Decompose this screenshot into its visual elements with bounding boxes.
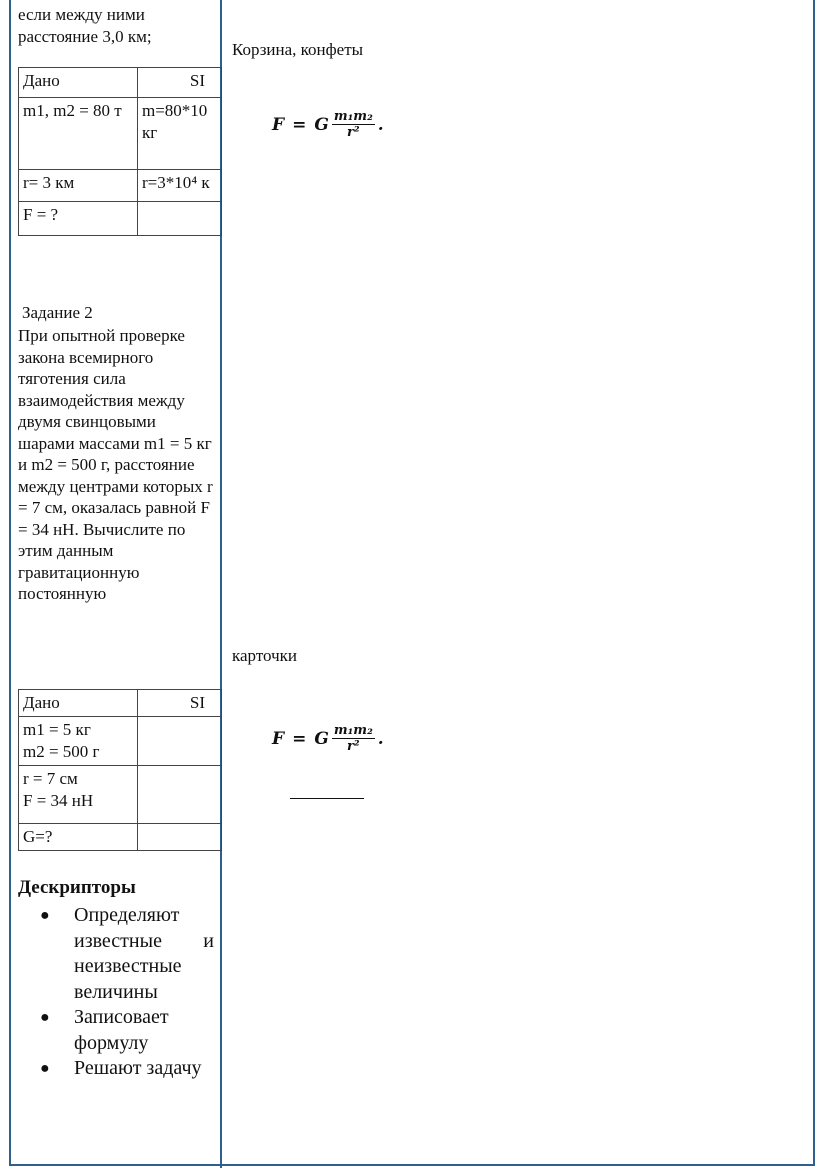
table1-cell bbox=[138, 202, 222, 236]
formula-end: . bbox=[377, 728, 384, 749]
answer-blank-line bbox=[290, 798, 364, 799]
formula-fraction bbox=[332, 109, 375, 140]
bullet-icon: ● bbox=[40, 1060, 50, 1077]
table1-cell: r=3*10⁴ к bbox=[138, 170, 222, 202]
table1-cell: F = ? bbox=[19, 202, 138, 236]
gravitation-formula-1 bbox=[272, 109, 384, 140]
bullet-icon: ● bbox=[40, 1009, 50, 1026]
descriptor-item: ● Решают задачу bbox=[18, 1056, 214, 1082]
table2-header-si: SI bbox=[138, 690, 222, 717]
table2-cell: G=? bbox=[19, 824, 138, 851]
formula-numerator: m₁m₂ bbox=[333, 723, 373, 738]
bullet-icon: ● bbox=[40, 907, 50, 924]
task2-text: При опытной проверке закона всемирного тяготения сила взаимодействия между двумя свинцовыми шарами массами m1 = 5 кг и m2 = 500 г, расстояние между центрами которых r = 7 см, оказалась равной F = 34 нН. Вычислите по этим данным гравитационную постоянную bbox=[18, 326, 213, 603]
intro-line-2: расстояние 3,0 км; bbox=[18, 27, 152, 46]
table2-cell: r = 7 см F = 34 нН bbox=[19, 766, 138, 824]
table1-cell: m=80*10 кг bbox=[138, 98, 222, 170]
given-table-2 bbox=[18, 689, 222, 851]
given-table-1 bbox=[18, 67, 222, 236]
table1-header-si: SI bbox=[138, 68, 222, 98]
table1-cell: r= 3 км bbox=[19, 170, 138, 202]
formula-g: G bbox=[314, 728, 329, 749]
table2-cell bbox=[138, 824, 222, 851]
formula-lhs: F bbox=[272, 114, 285, 135]
descriptor-item: ● Записовает формулу bbox=[40, 1006, 169, 1054]
intro-line-1: если между ними bbox=[18, 5, 145, 24]
formula-lhs: F bbox=[272, 728, 285, 749]
resources-2: карточки bbox=[232, 646, 297, 665]
formula-denominator: r² bbox=[347, 125, 360, 140]
table1-cell: m1, m2 = 80 т bbox=[19, 98, 138, 170]
formula-numerator: m₁m₂ bbox=[333, 109, 373, 124]
formula-eq: = bbox=[292, 114, 307, 135]
resources-1: Корзина, конфеты bbox=[232, 40, 364, 59]
descriptor-item: ● Определяют известные и неизвестные величины bbox=[40, 904, 214, 1003]
formula-eq: = bbox=[292, 728, 307, 749]
descriptors-title: Дескрипторы bbox=[18, 877, 136, 898]
formula-end: . bbox=[377, 114, 384, 135]
table2-cell bbox=[138, 766, 222, 824]
table2-cell: m1 = 5 кг m2 = 500 г bbox=[19, 717, 138, 766]
descriptors-list bbox=[18, 903, 214, 1082]
task2-title: Задание 2 bbox=[22, 303, 93, 322]
gravitation-formula-2 bbox=[272, 723, 384, 754]
formula-g: G bbox=[314, 114, 329, 135]
formula-denominator: r² bbox=[347, 739, 360, 754]
table2-cell bbox=[138, 717, 222, 766]
formula-fraction bbox=[332, 723, 375, 754]
table2-header-given: Дано bbox=[19, 690, 138, 717]
table1-header-given: Дано bbox=[19, 68, 138, 98]
